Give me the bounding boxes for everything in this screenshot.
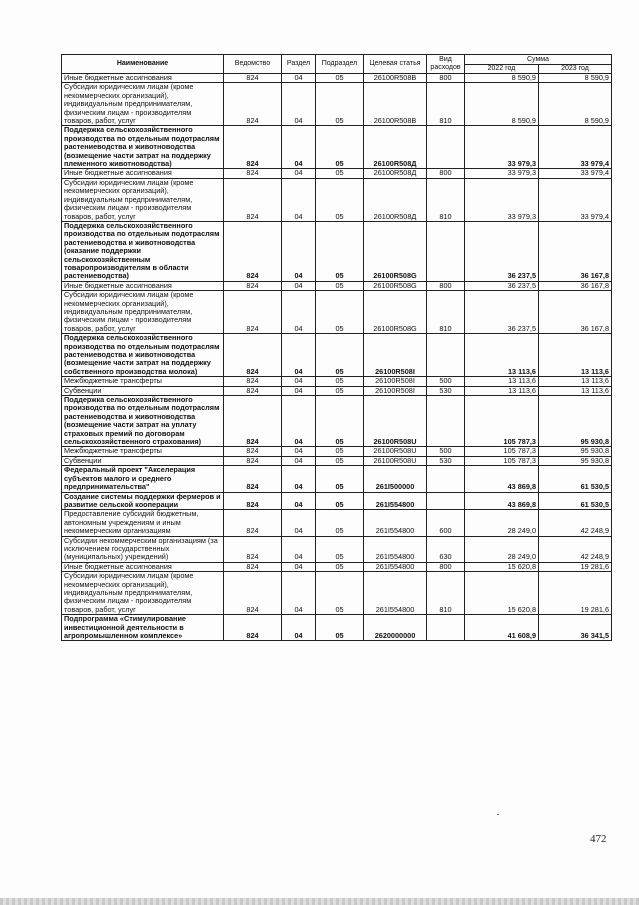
cell-department: 824 <box>224 74 282 83</box>
cell-target-article: 261I500000 <box>364 466 427 492</box>
cell-expense-type: 530 <box>427 456 465 465</box>
cell-sum-2023: 95 930,8 <box>539 396 612 447</box>
table-row <box>62 83 612 126</box>
cell-sum-2022: 15 620,8 <box>465 572 539 615</box>
cell-subsection: 05 <box>316 396 364 447</box>
table-row <box>62 178 612 221</box>
cell-expense-type: 530 <box>427 386 465 395</box>
table-row <box>62 334 612 377</box>
cell-expense-type: 800 <box>427 281 465 290</box>
cell-subsection: 05 <box>316 83 364 126</box>
cell-sum-2022: 105 787,3 <box>465 447 539 456</box>
cell-expense-type: 500 <box>427 447 465 456</box>
cell-sum-2022: 33 979,3 <box>465 178 539 221</box>
cell-subsection: 05 <box>316 615 364 641</box>
cell-section: 04 <box>282 169 316 178</box>
cell-department: 824 <box>224 572 282 615</box>
cell-target-article: 26100R508B <box>364 83 427 126</box>
cell-target-article: 26100R508Д <box>364 169 427 178</box>
cell-sum-2023: 36 167,8 <box>539 281 612 290</box>
cell-sum-2023: 36 341,5 <box>539 615 612 641</box>
table-row <box>62 456 612 465</box>
cell-department: 824 <box>224 377 282 386</box>
cell-section: 04 <box>282 456 316 465</box>
cell-section: 04 <box>282 492 316 510</box>
cell-section: 04 <box>282 126 316 169</box>
table-row <box>62 562 612 571</box>
table-row <box>62 572 612 615</box>
cell-expense-type: 810 <box>427 178 465 221</box>
table-row <box>62 221 612 281</box>
cell-subsection: 05 <box>316 447 364 456</box>
cell-subsection: 05 <box>316 466 364 492</box>
cell-name: Межбюджетные трансферты <box>62 447 224 456</box>
cell-sum-2022: 43 869,8 <box>465 466 539 492</box>
cell-name: Субсидии юридическим лицам (кроме некоммерческих организаций), индивидуальным предпринимателям, физическим лицам - производителям товаров, работ, услуг <box>62 83 224 126</box>
header-section: Раздел <box>282 55 316 74</box>
header-department: Ведомство <box>224 55 282 74</box>
cell-section: 04 <box>282 291 316 334</box>
cell-target-article: 26100R508G <box>364 221 427 281</box>
cell-department: 824 <box>224 178 282 221</box>
table-row <box>62 510 612 536</box>
cell-name: Межбюджетные трансферты <box>62 377 224 386</box>
cell-sum-2022: 36 237,5 <box>465 291 539 334</box>
budget-table <box>61 54 612 641</box>
cell-section: 04 <box>282 281 316 290</box>
cell-target-article: 261I554800 <box>364 492 427 510</box>
cell-target-article: 26100R508G <box>364 291 427 334</box>
cell-sum-2022: 33 979,3 <box>465 126 539 169</box>
cell-name: Иные бюджетные ассигнования <box>62 281 224 290</box>
cell-section: 04 <box>282 178 316 221</box>
table-row <box>62 466 612 492</box>
cell-sum-2023: 42 248,9 <box>539 536 612 562</box>
table-row <box>62 536 612 562</box>
cell-target-article: 26100R508I <box>364 334 427 377</box>
cell-sum-2023: 33 979,4 <box>539 169 612 178</box>
cell-name: Иные бюджетные ассигнования <box>62 562 224 571</box>
cell-department: 824 <box>224 562 282 571</box>
cell-department: 824 <box>224 536 282 562</box>
cell-sum-2022: 105 787,3 <box>465 456 539 465</box>
cell-name: Федеральный проект "Акселерация субъектов малого и среднего предпринимательства" <box>62 466 224 492</box>
table-row <box>62 386 612 395</box>
cell-name: Субвенции <box>62 386 224 395</box>
header-sum: Сумма <box>465 55 612 65</box>
cell-subsection: 05 <box>316 377 364 386</box>
cell-department: 824 <box>224 386 282 395</box>
cell-sum-2023: 8 590,9 <box>539 74 612 83</box>
table-row <box>62 281 612 290</box>
header-year-2023: 2023 год <box>539 65 612 74</box>
table-row <box>62 447 612 456</box>
cell-expense-type <box>427 615 465 641</box>
cell-subsection: 05 <box>316 562 364 571</box>
cell-sum-2023: 42 248,9 <box>539 510 612 536</box>
header-year-2022: 2022 год <box>465 65 539 74</box>
table-row <box>62 615 612 641</box>
cell-sum-2022: 8 590,9 <box>465 83 539 126</box>
cell-section: 04 <box>282 466 316 492</box>
cell-target-article: 2620000000 <box>364 615 427 641</box>
cell-expense-type <box>427 221 465 281</box>
cell-name: Субвенции <box>62 456 224 465</box>
table-row <box>62 492 612 510</box>
cell-expense-type: 810 <box>427 572 465 615</box>
cell-sum-2023: 36 167,8 <box>539 221 612 281</box>
cell-sum-2022: 15 620,8 <box>465 562 539 571</box>
cell-expense-type: 630 <box>427 536 465 562</box>
cell-sum-2023: 33 979,4 <box>539 178 612 221</box>
cell-name: Создание системы поддержки фермеров и развитие сельской кооперации <box>62 492 224 510</box>
table-row <box>62 396 612 447</box>
cell-department: 824 <box>224 615 282 641</box>
cell-department: 824 <box>224 510 282 536</box>
cell-expense-type: 500 <box>427 377 465 386</box>
cell-target-article: 26100R508B <box>364 74 427 83</box>
cell-target-article: 26100R508U <box>364 456 427 465</box>
cell-sum-2022: 105 787,3 <box>465 396 539 447</box>
cell-department: 824 <box>224 126 282 169</box>
cell-name: Субсидии юридическим лицам (кроме некоммерческих организаций), индивидуальным предпринимателям, физическим лицам - производителям товаров, работ, услуг <box>62 178 224 221</box>
cell-expense-type <box>427 334 465 377</box>
header-subsection: Подраздел <box>316 55 364 74</box>
cell-department: 824 <box>224 466 282 492</box>
cell-expense-type: 800 <box>427 169 465 178</box>
cell-department: 824 <box>224 447 282 456</box>
cell-expense-type: 600 <box>427 510 465 536</box>
cell-target-article: 261I554800 <box>364 572 427 615</box>
cell-sum-2023: 8 590,9 <box>539 83 612 126</box>
cell-sum-2022: 28 249,0 <box>465 510 539 536</box>
cell-section: 04 <box>282 510 316 536</box>
cell-section: 04 <box>282 562 316 571</box>
cell-name: Субсидии некоммерческим организациям (за исключением государственных (муниципальных) учреждений) <box>62 536 224 562</box>
cell-sum-2023: 13 113,6 <box>539 377 612 386</box>
cell-name: Поддержка сельскохозяйственного производства по отдельным подотраслям растениеводства и животноводства (возмещение части затрат на поддержку собственного производства молока) <box>62 334 224 377</box>
cell-sum-2023: 61 530,5 <box>539 466 612 492</box>
cell-section: 04 <box>282 74 316 83</box>
page-number: 472 <box>590 833 607 845</box>
cell-sum-2023: 36 167,8 <box>539 291 612 334</box>
cell-subsection: 05 <box>316 281 364 290</box>
cell-name: Предоставление субсидий бюджетным, автономным учреждениям и иным некоммерческим организациям <box>62 510 224 536</box>
cell-sum-2023: 61 530,5 <box>539 492 612 510</box>
cell-section: 04 <box>282 334 316 377</box>
table-row <box>62 291 612 334</box>
cell-section: 04 <box>282 615 316 641</box>
table-row <box>62 126 612 169</box>
cell-subsection: 05 <box>316 221 364 281</box>
cell-department: 824 <box>224 281 282 290</box>
cell-sum-2022: 13 113,6 <box>465 334 539 377</box>
cell-expense-type <box>427 492 465 510</box>
cell-target-article: 26100R508G <box>364 281 427 290</box>
cell-subsection: 05 <box>316 291 364 334</box>
header-expense-type: Вид расходов <box>427 55 465 74</box>
cell-subsection: 05 <box>316 169 364 178</box>
cell-section: 04 <box>282 536 316 562</box>
cell-subsection: 05 <box>316 126 364 169</box>
scan-speck <box>497 814 499 815</box>
cell-sum-2022: 36 237,5 <box>465 281 539 290</box>
cell-target-article: 26100R508I <box>364 377 427 386</box>
cell-sum-2022: 43 869,8 <box>465 492 539 510</box>
cell-section: 04 <box>282 396 316 447</box>
cell-expense-type <box>427 126 465 169</box>
cell-sum-2023: 19 281,6 <box>539 572 612 615</box>
header-target-article: Целевая статья <box>364 55 427 74</box>
cell-expense-type: 810 <box>427 291 465 334</box>
cell-name: Субсидии юридическим лицам (кроме некоммерческих организаций), индивидуальным предпринимателям, физическим лицам - производителям товаров, работ, услуг <box>62 572 224 615</box>
cell-name: Иные бюджетные ассигнования <box>62 74 224 83</box>
cell-sum-2023: 13 113,6 <box>539 334 612 377</box>
table-body <box>62 74 612 641</box>
cell-target-article: 26100R508Д <box>364 126 427 169</box>
cell-subsection: 05 <box>316 386 364 395</box>
cell-name: Поддержка сельскохозяйственного производства по отдельным подотраслям растениеводства и животноводства (возмещение части затрат на уплату страховых премий по договорам сельскохозяйственного страхования) <box>62 396 224 447</box>
cell-department: 824 <box>224 456 282 465</box>
cell-sum-2023: 13 113,6 <box>539 386 612 395</box>
cell-subsection: 05 <box>316 510 364 536</box>
cell-expense-type: 800 <box>427 562 465 571</box>
cell-department: 824 <box>224 169 282 178</box>
cell-department: 824 <box>224 221 282 281</box>
table-header <box>62 55 612 74</box>
cell-sum-2023: 19 281,6 <box>539 562 612 571</box>
cell-section: 04 <box>282 221 316 281</box>
cell-name: Поддержка сельскохозяйственного производства по отдельным подотраслям растениеводства и животноводства (возмещение части затрат на поддержку племенного животноводства) <box>62 126 224 169</box>
cell-subsection: 05 <box>316 572 364 615</box>
cell-sum-2023: 33 979,4 <box>539 126 612 169</box>
header-name: Наименование <box>62 55 224 74</box>
cell-target-article: 26100R508Д <box>364 178 427 221</box>
cell-subsection: 05 <box>316 334 364 377</box>
cell-section: 04 <box>282 386 316 395</box>
cell-section: 04 <box>282 377 316 386</box>
cell-subsection: 05 <box>316 536 364 562</box>
cell-target-article: 261I554800 <box>364 510 427 536</box>
cell-sum-2022: 13 113,6 <box>465 377 539 386</box>
cell-expense-type: 800 <box>427 74 465 83</box>
cell-sum-2022: 33 979,3 <box>465 169 539 178</box>
scan-bottom-edge <box>0 898 639 905</box>
cell-section: 04 <box>282 83 316 126</box>
cell-name: Иные бюджетные ассигнования <box>62 169 224 178</box>
cell-expense-type: 810 <box>427 83 465 126</box>
cell-department: 824 <box>224 492 282 510</box>
cell-department: 824 <box>224 83 282 126</box>
cell-section: 04 <box>282 572 316 615</box>
cell-department: 824 <box>224 291 282 334</box>
cell-target-article: 26100R508U <box>364 447 427 456</box>
cell-department: 824 <box>224 396 282 447</box>
cell-target-article: 26100R508U <box>364 396 427 447</box>
cell-department: 824 <box>224 334 282 377</box>
cell-name: Подпрограмма «Стимулирование инвестиционной деятельности в агропромышленном комплексе» <box>62 615 224 641</box>
cell-target-article: 26100R508I <box>364 386 427 395</box>
cell-expense-type <box>427 396 465 447</box>
cell-subsection: 05 <box>316 456 364 465</box>
cell-expense-type <box>427 466 465 492</box>
cell-section: 04 <box>282 447 316 456</box>
cell-sum-2023: 95 930,8 <box>539 447 612 456</box>
cell-sum-2023: 95 930,8 <box>539 456 612 465</box>
cell-name: Субсидии юридическим лицам (кроме некоммерческих организаций), индивидуальным предпринимателям, физическим лицам - производителям товаров, работ, услуг <box>62 291 224 334</box>
cell-subsection: 05 <box>316 74 364 83</box>
cell-target-article: 261I554800 <box>364 562 427 571</box>
cell-subsection: 05 <box>316 178 364 221</box>
cell-sum-2022: 13 113,6 <box>465 386 539 395</box>
cell-sum-2022: 36 237,5 <box>465 221 539 281</box>
cell-sum-2022: 41 608,9 <box>465 615 539 641</box>
cell-name: Поддержка сельскохозяйственного производства по отдельным подотраслям растениеводства и животноводства (оказание поддержки сельскохозяйственным товаропроизводителям в области растениеводства) <box>62 221 224 281</box>
table-row <box>62 377 612 386</box>
cell-sum-2022: 8 590,9 <box>465 74 539 83</box>
table-row <box>62 169 612 178</box>
cell-subsection: 05 <box>316 492 364 510</box>
table-row <box>62 74 612 83</box>
cell-sum-2022: 28 249,0 <box>465 536 539 562</box>
cell-target-article: 261I554800 <box>364 536 427 562</box>
